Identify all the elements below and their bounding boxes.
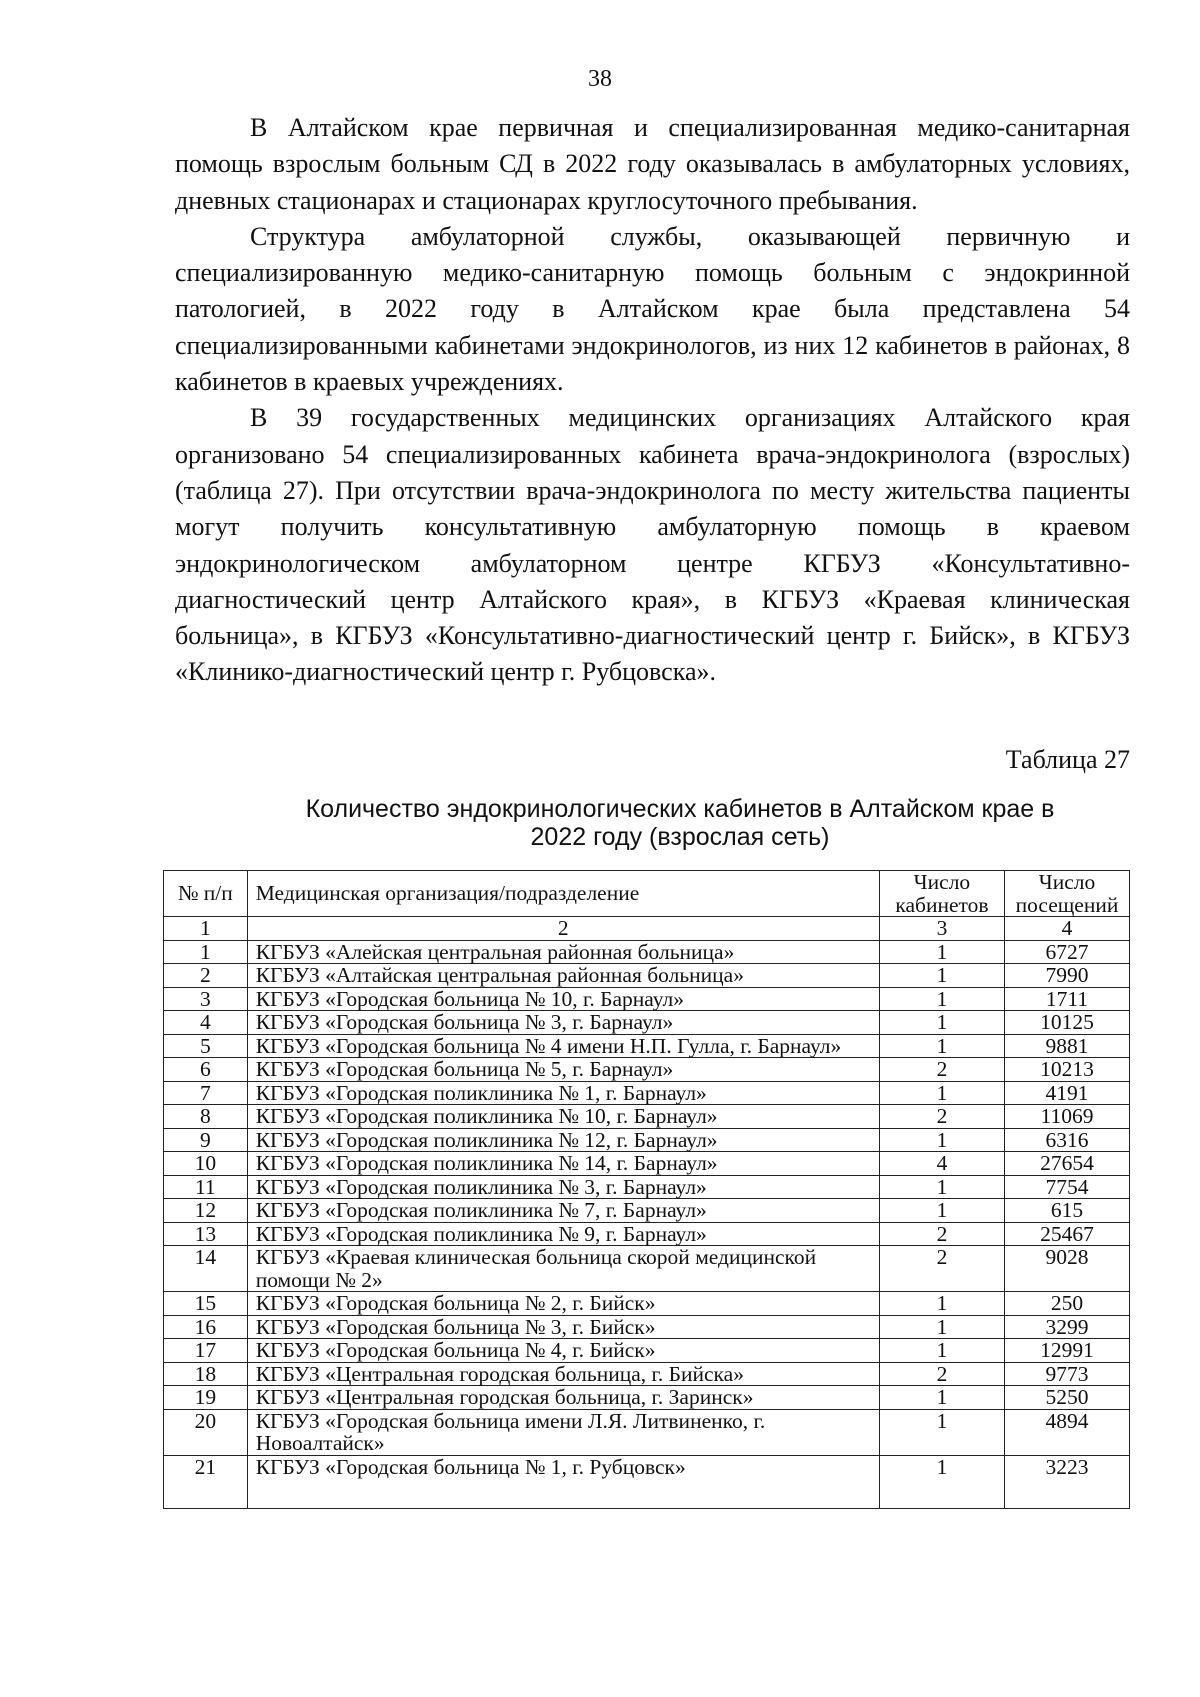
header-cabinets: Число кабинетов: [879, 871, 1004, 917]
row-visits: 12991: [1004, 1339, 1129, 1363]
row-visits: 3299: [1004, 1315, 1129, 1339]
index-cell: 3: [879, 917, 1004, 941]
row-num: 16: [164, 1315, 248, 1339]
row-num: 11: [164, 1175, 248, 1199]
row-visits: 27654: [1004, 1152, 1129, 1176]
table-row: [164, 1409, 1130, 1455]
row-org: КГБУЗ «Городская поликлиника № 9, г. Барнаул»: [247, 1222, 879, 1246]
row-visits: 11069: [1004, 1105, 1129, 1129]
table-caption: Таблица 27: [1005, 745, 1130, 774]
row-cabinets: 1: [879, 1175, 1004, 1199]
table-row: [164, 1455, 1130, 1508]
page-number: 38: [588, 66, 612, 92]
row-org: КГБУЗ «Городская больница № 10, г. Барнаул»: [247, 987, 879, 1011]
row-visits: 250: [1004, 1292, 1129, 1316]
row-visits: 6316: [1004, 1128, 1129, 1152]
row-org: КГБУЗ «Городская больница № 2, г. Бийск»: [247, 1292, 879, 1316]
row-cabinets: 1: [879, 1034, 1004, 1058]
table-header-row: [164, 871, 1130, 917]
row-org: КГБУЗ «Городская поликлиника № 1, г. Барнаул»: [247, 1081, 879, 1105]
paragraph-1: В Алтайском крае первичная и специализированная медико-санитарная помощь взрослым больным СД в 2022 году оказывалась в амбулаторных условиях, дневных стационарах и стационарах круглосуточного пребывания.: [175, 113, 1130, 215]
row-num: 12: [164, 1199, 248, 1223]
row-visits: 5250: [1004, 1386, 1129, 1410]
table-row: [164, 1199, 1130, 1223]
row-cabinets: 1: [879, 1315, 1004, 1339]
row-org: КГБУЗ «Городская больница № 4, г. Бийск»: [247, 1339, 879, 1363]
row-org: КГБУЗ «Городская поликлиника № 12, г. Барнаул»: [247, 1128, 879, 1152]
table-row: [164, 1034, 1130, 1058]
row-num: 5: [164, 1034, 248, 1058]
cabinets-table: [163, 870, 1130, 1509]
table-title-line-1: Количество эндокринологических кабинетов в Алтайском крае в: [305, 795, 1055, 823]
table-title: [280, 795, 1080, 851]
row-org: КГБУЗ «Центральная городская больница, г. Бийска»: [247, 1362, 879, 1386]
table-row: [164, 1175, 1130, 1199]
row-num: 9: [164, 1128, 248, 1152]
table-row: [164, 964, 1130, 988]
table-body: [164, 917, 1130, 1509]
table-row: [164, 1081, 1130, 1105]
row-visits: 10213: [1004, 1058, 1129, 1082]
row-org: КГБУЗ «Городская поликлиника № 10, г. Барнаул»: [247, 1105, 879, 1129]
row-visits: 6727: [1004, 940, 1129, 964]
row-num: 1: [164, 940, 248, 964]
table-row: [164, 1362, 1130, 1386]
row-visits: 615: [1004, 1199, 1129, 1223]
row-org: КГБУЗ «Центральная городская больница, г. Заринск»: [247, 1386, 879, 1410]
row-org: КГБУЗ «Краевая клиническая больница скорой медицинской помощи № 2»: [247, 1246, 879, 1292]
row-cabinets: 1: [879, 1386, 1004, 1410]
row-num: 2: [164, 964, 248, 988]
row-num: 10: [164, 1152, 248, 1176]
row-visits: 7990: [1004, 964, 1129, 988]
table-row: [164, 1315, 1130, 1339]
row-org: КГБУЗ «Городская больница имени Л.Я. Литвиненко, г. Новоалтайск»: [247, 1409, 879, 1455]
row-visits: 10125: [1004, 1011, 1129, 1035]
index-cell: 1: [164, 917, 248, 941]
row-cabinets: 1: [879, 1455, 1004, 1508]
table-row: [164, 1058, 1130, 1082]
row-num: 19: [164, 1386, 248, 1410]
row-visits: 9881: [1004, 1034, 1129, 1058]
row-org: КГБУЗ «Алейская центральная районная больница»: [247, 940, 879, 964]
row-visits: 1711: [1004, 987, 1129, 1011]
row-cabinets: 1: [879, 1339, 1004, 1363]
row-org: КГБУЗ «Городская поликлиника № 3, г. Барнаул»: [247, 1175, 879, 1199]
row-visits: 25467: [1004, 1222, 1129, 1246]
table-index-row: [164, 917, 1130, 941]
row-num: 8: [164, 1105, 248, 1129]
row-cabinets: 1: [879, 1011, 1004, 1035]
row-org: КГБУЗ «Городская больница № 3, г. Барнаул»: [247, 1011, 879, 1035]
row-visits: 4191: [1004, 1081, 1129, 1105]
row-org: КГБУЗ «Городская поликлиника № 14, г. Барнаул»: [247, 1152, 879, 1176]
row-org: КГБУЗ «Городская больница № 3, г. Бийск»: [247, 1315, 879, 1339]
row-num: 14: [164, 1246, 248, 1292]
row-num: 20: [164, 1409, 248, 1455]
row-cabinets: 4: [879, 1152, 1004, 1176]
row-visits: 9028: [1004, 1246, 1129, 1292]
table-row: [164, 1011, 1130, 1035]
header-visits: Число посещений: [1004, 871, 1129, 917]
row-num: 15: [164, 1292, 248, 1316]
row-cabinets: 1: [879, 1199, 1004, 1223]
row-cabinets: 2: [879, 1246, 1004, 1292]
row-org: КГБУЗ «Городская больница № 1, г. Рубцовск»: [247, 1455, 879, 1508]
table-row: [164, 1152, 1130, 1176]
row-num: 7: [164, 1081, 248, 1105]
row-num: 21: [164, 1455, 248, 1508]
index-cell: 2: [247, 917, 879, 941]
table-title-line-2: 2022 году (взрослая сеть): [530, 823, 830, 851]
row-cabinets: 1: [879, 1409, 1004, 1455]
row-org: КГБУЗ «Городская больница № 4 имени Н.П. Гулла, г. Барнаул»: [247, 1034, 879, 1058]
row-visits: 9773: [1004, 1362, 1129, 1386]
row-cabinets: 2: [879, 1105, 1004, 1129]
row-visits: 3223: [1004, 1455, 1129, 1508]
row-org: КГБУЗ «Городская поликлиника № 7, г. Барнаул»: [247, 1199, 879, 1223]
header-org: Медицинская организация/подразделение: [247, 871, 879, 917]
row-visits: 4894: [1004, 1409, 1129, 1455]
table-row: [164, 1222, 1130, 1246]
row-cabinets: 2: [879, 1362, 1004, 1386]
row-num: 6: [164, 1058, 248, 1082]
table-row: [164, 940, 1130, 964]
row-cabinets: 2: [879, 1222, 1004, 1246]
row-org: КГБУЗ «Городская больница № 5, г. Барнаул»: [247, 1058, 879, 1082]
row-num: 3: [164, 987, 248, 1011]
index-cell: 4: [1004, 917, 1129, 941]
table-row: [164, 1339, 1130, 1363]
table-row: [164, 1105, 1130, 1129]
row-num: 4: [164, 1011, 248, 1035]
paragraph-2: Структура амбулаторной службы, оказывающей первичную и специализированную медико-санитарную помощь больным с эндокринной патологией, в 2022 году в Алтайском крае была представлена 54 специализированными кабинетами эндокринологов, из них 12 кабинетов в районах, 8 кабинетов в краевых учреждениях.: [175, 221, 1130, 397]
header-num: № п/п: [164, 871, 248, 917]
row-num: 17: [164, 1339, 248, 1363]
table-row: [164, 987, 1130, 1011]
row-cabinets: 1: [879, 987, 1004, 1011]
row-cabinets: 1: [879, 1081, 1004, 1105]
row-cabinets: 1: [879, 1128, 1004, 1152]
row-cabinets: 1: [879, 940, 1004, 964]
row-cabinets: 1: [879, 964, 1004, 988]
paragraph-3: В 39 государственных медицинских организациях Алтайского края организовано 54 специализированных кабинета врача-эндокринолога (взрослых) (таблица 27). При отсутствии врача-эндокринолога по месту жительства пациенты могут получить консультативную амбулаторную помощь в краевом эндокринологическом амбулаторном центре КГБУЗ «Консультативно-диагностический центр Алтайского края», в КГБУЗ «Краевая клиническая больница», в КГБУЗ «Консультативно-диагностический центр г. Бийск», в КГБУЗ «Клинико-диагностический центр г. Рубцовска».: [175, 403, 1130, 687]
table-row: [164, 1386, 1130, 1410]
row-num: 18: [164, 1362, 248, 1386]
row-org: КГБУЗ «Алтайская центральная районная больница»: [247, 964, 879, 988]
table-row: [164, 1128, 1130, 1152]
table-row: [164, 1292, 1130, 1316]
row-visits: 7754: [1004, 1175, 1129, 1199]
row-cabinets: 1: [879, 1292, 1004, 1316]
row-num: 13: [164, 1222, 248, 1246]
body-text: [175, 110, 1130, 691]
table-row: [164, 1246, 1130, 1292]
row-cabinets: 2: [879, 1058, 1004, 1082]
